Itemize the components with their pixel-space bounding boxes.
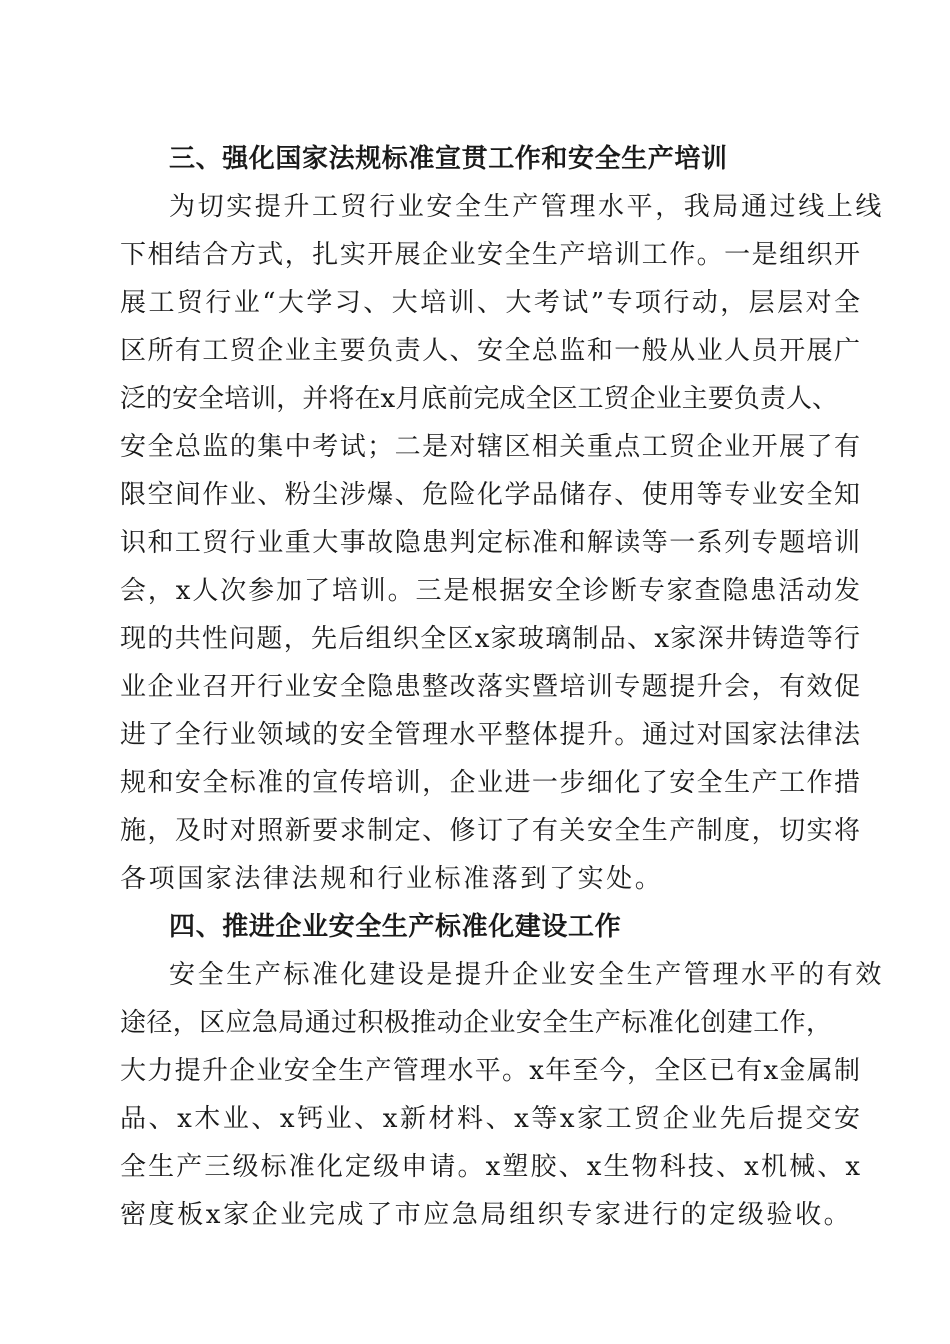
section-3-line: 安全总监的集中考试；二是对辖区相关重点工贸企业开展了有 [120, 432, 860, 462]
section-4-line: 安全生产标准化建设是提升企业安全生产管理水平的有效 [169, 960, 885, 990]
section-4-heading: 四、推进企业安全生产标准化建设工作 [169, 912, 622, 942]
section-3-line: 会，x人次参加了培训。三是根据安全诊断专家查隐患活动发 [120, 576, 860, 606]
section-4-line: 品、x木业、x钙业、x新材料、x等x家工贸企业先后提交安 [120, 1104, 860, 1134]
section-3-line: 泛的安全培训，并将在x月底前完成全区工贸企业主要负责人、 [120, 384, 838, 414]
section-3-line: 规和安全标准的宣传培训，企业进一步细化了安全生产工作措 [120, 768, 860, 798]
section-3-line: 现的共性问题，先后组织全区x家玻璃制品、x家深井铸造等行 [120, 624, 860, 654]
section-3-line: 为切实提升工贸行业安全生产管理水平，我局通过线上线 [169, 192, 885, 222]
section-3-line: 展工贸行业“大学习、大培训、大考试”专项行动，层层对全 [120, 288, 860, 318]
section-3-line: 施，及时对照新要求制定、修订了有关安全生产制度，切实将 [120, 816, 860, 846]
section-3-line: 下相结合方式，扎实开展企业安全生产培训工作。一是组织开 [120, 240, 860, 270]
section-4-line: 大力提升企业安全生产管理水平。x年至今，全区已有x金属制 [120, 1056, 860, 1086]
section-3-line: 区所有工贸企业主要负责人、安全总监和一般从业人员开展广 [120, 336, 860, 366]
section-3-line: 各项国家法律法规和行业标准落到了实处。 [120, 864, 664, 894]
section-3-line: 进了全行业领域的安全管理水平整体提升。通过对国家法律法 [120, 720, 860, 750]
section-4-line: 全生产三级标准化定级申请。x塑胶、x生物科技、x机械、x [120, 1152, 860, 1182]
section-4-line: 密度板x家企业完成了市应急局组织专家进行的定级验收。 [120, 1200, 853, 1230]
section-3-line: 业企业召开行业安全隐患整改落实暨培训专题提升会，有效促 [120, 672, 860, 702]
section-4-line: 途径，区应急局通过积极推动企业安全生产标准化创建工作， [120, 1008, 832, 1038]
section-3-heading: 三、强化国家法规标准宣贯工作和安全生产培训 [169, 144, 728, 174]
section-3-line: 限空间作业、粉尘涉爆、危险化学品储存、使用等专业安全知 [120, 480, 860, 510]
section-3-line: 识和工贸行业重大事故隐患判定标准和解读等一系列专题培训 [120, 528, 860, 558]
